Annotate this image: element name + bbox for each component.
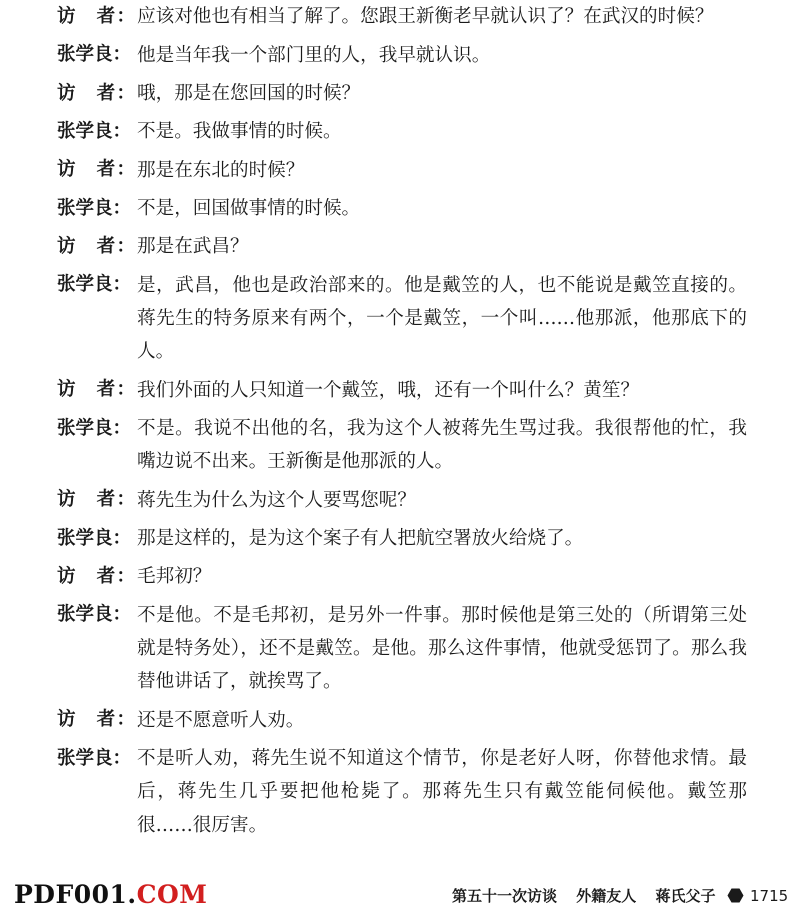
dialogue-turn (57, 564, 747, 594)
dialogue-turn (57, 196, 747, 226)
utterance-text: 毛邦初？ (137, 566, 212, 588)
dialogue-turn (57, 4, 747, 34)
dialogue-turn (57, 707, 747, 737)
site-watermark-logo (14, 880, 207, 910)
speaker-label: 张学良： (57, 197, 132, 219)
dialogue-turn (57, 157, 747, 187)
dialogue-turn (57, 234, 747, 264)
speaker-label: 访 者： (57, 235, 135, 257)
section-title: 外籍友人 (576, 887, 637, 905)
utterance-text: 那是在武昌？ (137, 236, 249, 258)
logo-suffix-text: COM (136, 880, 208, 909)
utterance-text: 不是听人劝，蒋先生说不知道这个情节，你是老好人呀，你替他求情。最后，蒋先生几乎要把他枪毙了。那蒋先生只有戴笠能伺候他。戴笠那很……很厉害。 (137, 748, 747, 836)
dialogue-turn (57, 487, 747, 517)
dialogue-turn (57, 42, 747, 72)
speaker-label: 访 者： (57, 82, 135, 104)
utterance-text: 应该对他也有相当了解了。您跟王新衡老早就认识了？在武汉的时候？ (137, 6, 714, 28)
section-title: 蒋氏父子 (655, 887, 716, 905)
dialogue-turn (57, 272, 747, 369)
dialogue-turn (57, 746, 747, 843)
utterance-text: 我们外面的人只知道一个戴笠，哦，还有一个叫什么？黄笙？ (137, 379, 640, 401)
utterance-text: 不是。我说不出他的名，我为这个人被蒋先生骂过我。我很帮他的忙，我嘴边说不出来。王新衡是他那派的人。 (137, 417, 747, 473)
dialogue-turn (57, 81, 747, 111)
hexagon-icon (727, 888, 744, 903)
speaker-label: 张学良： (57, 44, 132, 66)
dialogue-turn (57, 526, 747, 556)
utterance-text: 那是这样的，是为这个案子有人把航空署放火给烧了。 (137, 527, 584, 549)
speaker-label: 张学良： (57, 747, 132, 769)
utterance-text: 不是，回国做事情的时候。 (137, 197, 361, 219)
speaker-label: 访 者： (57, 159, 135, 181)
interview-dialogue (57, 4, 747, 851)
dialogue-turn (57, 416, 747, 479)
speaker-label: 张学良： (57, 120, 132, 142)
speaker-label: 张学良： (57, 527, 132, 549)
utterance-text: 那是在东北的时候？ (137, 159, 305, 181)
speaker-label: 访 者： (57, 379, 135, 401)
utterance-text: 他是当年我一个部门里的人，我早就认识。 (137, 44, 491, 66)
speaker-label: 访 者： (57, 565, 135, 587)
speaker-label: 访 者： (57, 6, 135, 27)
speaker-label: 张学良： (57, 604, 132, 626)
dialogue-turn (57, 377, 747, 407)
chapter-title: 第五十一次访谈 (452, 887, 558, 905)
dialogue-turn (57, 602, 747, 699)
speaker-label: 张学良： (57, 274, 132, 296)
speaker-label: 访 者： (57, 489, 135, 511)
utterance-text: 不是他。不是毛邦初，是另外一件事。那时候他是第三处的（所谓第三处就是特务处），还不是戴笠。是他。那么这件事情，他就受惩罚了。那么我替他讲话了，就挨骂了。 (137, 604, 747, 693)
utterance-text: 哦，那是在您回国的时候？ (137, 82, 361, 104)
page-footer (0, 876, 799, 912)
running-head (452, 886, 716, 906)
utterance-text: 是，武昌，他也是政治部来的。他是戴笠的人，也不能说是戴笠直接的。蒋先生的特务原来有两个，一个是戴笠，一个叫……他那派，他那底下的人。 (137, 274, 747, 363)
dialogue-turn (57, 119, 747, 149)
page-number: 1715 (750, 887, 789, 905)
speaker-label: 张学良： (57, 417, 132, 439)
utterance-text: 不是。我做事情的时候。 (137, 121, 342, 143)
utterance-text: 还是不愿意听人劝。 (137, 709, 305, 731)
logo-main-text: PDF001. (14, 880, 137, 909)
utterance-text: 蒋先生为什么为这个人要骂您呢？ (137, 489, 416, 511)
speaker-label: 访 者： (57, 709, 135, 731)
